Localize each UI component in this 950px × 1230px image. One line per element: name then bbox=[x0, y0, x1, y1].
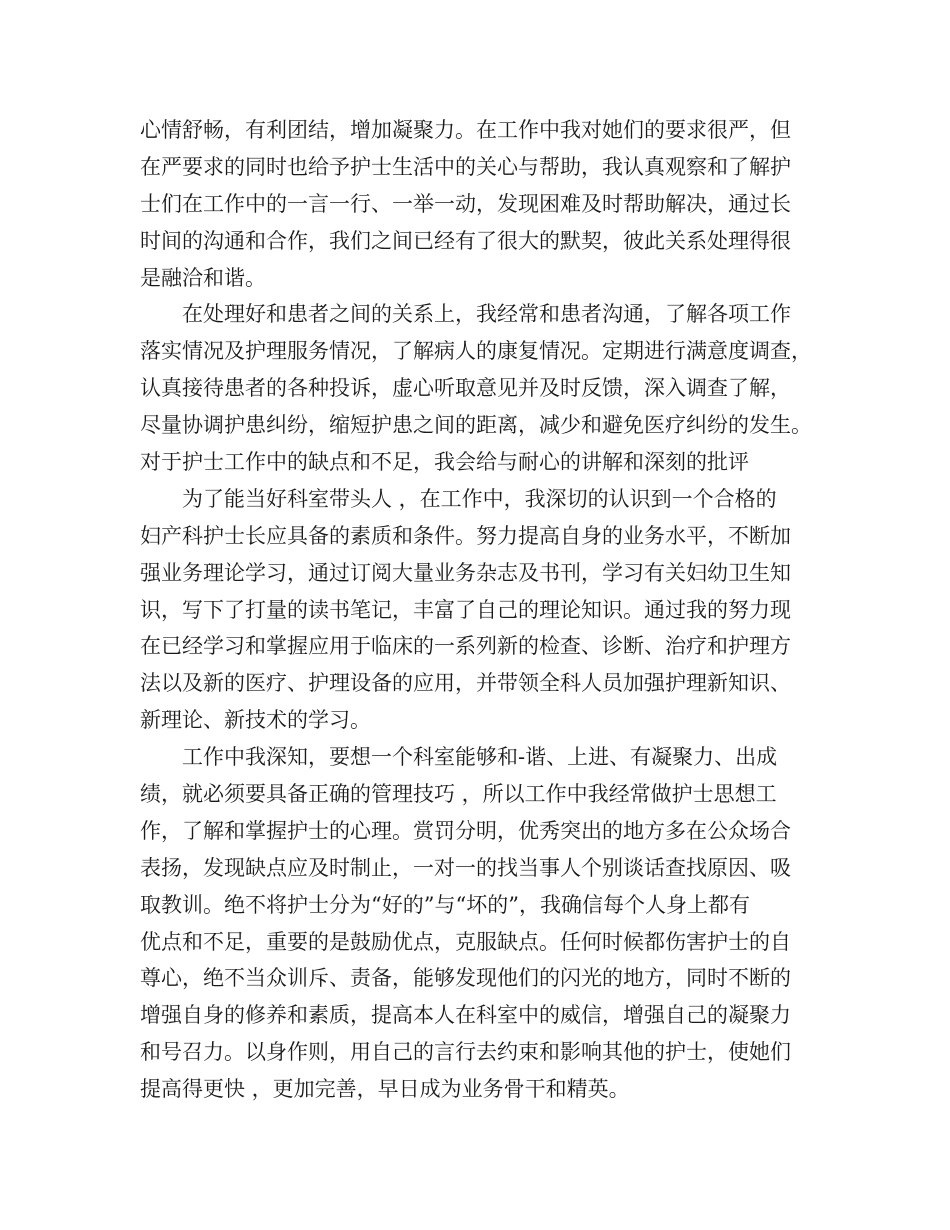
text-line: 在严要求的同时也给予护士生活中的关心与帮助，我认真观察和了解护 bbox=[140, 154, 791, 179]
text-line: 对于护士工作中的缺点和不足，我会给与耐心的讲解和深刻的批评 bbox=[140, 450, 749, 475]
text-line: 法以及新的医疗、护理设备的应用，并带领全科人员加强护理新知识、 bbox=[140, 671, 791, 696]
text-line: 和号召力。以身作则，用自己的言行去约束和影响其他的护士，使她们 bbox=[140, 1040, 791, 1065]
text-line: 尽量协调护患纠纷，缩短护患之间的距离，减少和避免医疗纠纷的发生。 bbox=[140, 413, 812, 438]
paragraph-start: 工作中我深知，要想一个科室能够和-谐、上进、有凝聚力、出成 bbox=[140, 745, 778, 770]
text-line: 优点和不足，重要的是鼓励优点，克服缺点。任何时候都伤害护士的自 bbox=[140, 929, 791, 954]
body-text bbox=[140, 112, 840, 1108]
text-line: 绩，就必须要具备正确的管理技巧 ，所以工作中我经常做护士思想工 bbox=[140, 782, 777, 807]
text-line: 时间的沟通和合作，我们之间已经有了很大的默契，彼此关系处理得很 bbox=[140, 228, 791, 253]
text-line: 作，了解和掌握护士的心理。赏罚分明，优秀突出的地方多在公众场合 bbox=[140, 818, 791, 843]
text-line: 认真接待患者的各种投诉，虚心听取意见并及时反馈，深入调查了解， bbox=[140, 376, 791, 401]
text-line: 妇产科护士长应具备的素质和条件。努力提高自身的业务水平，不断加 bbox=[140, 523, 791, 548]
text-line: 强业务理论学习，通过订阅大量业务杂志及书刊，学习有关妇幼卫生知 bbox=[140, 560, 791, 585]
text-line: 提高得更快 ，更加完善，早日成为业务骨干和精英。 bbox=[140, 1077, 630, 1102]
text-line: 是融洽和谐。 bbox=[140, 265, 266, 290]
text-line: 心情舒畅，有利团结，增加凝聚力。在工作中我对她们的要求很严，但 bbox=[140, 118, 791, 142]
text-line: 落实情况及护理服务情况，了解病人的康复情况。定期进行满意度调查， bbox=[140, 339, 812, 364]
paragraph-start: 在处理好和患者之间的关系上，我经常和患者沟通，了解各项工作 bbox=[140, 302, 791, 327]
paragraph-start: 为了能当好科室带头人 ，在工作中，我深切的认识到一个合格的 bbox=[140, 486, 777, 511]
text-line: 增强自身的修养和素质，提高本人在科室中的威信，增强自己的凝聚力 bbox=[140, 1003, 791, 1028]
text-line: 士们在工作中的一言一行、一举一动，发现困难及时帮助解决，通过长 bbox=[140, 191, 791, 216]
text-line: 新理论、新技术的学习。 bbox=[140, 708, 371, 733]
text-line: 识，写下了打量的读书笔记，丰富了自己的理论知识。通过我的努力现 bbox=[140, 597, 791, 622]
text-line: 在已经学习和掌握应用于临床的一系列新的检查、诊断、治疗和护理方 bbox=[140, 634, 791, 659]
text-line: 表扬，发现缺点应及时制止，一对一的找当事人个别谈话查找原因、吸 bbox=[140, 855, 791, 880]
text-line: 尊心，绝不当众训斥、责备，能够发现他们的闪光的地方，同时不断的 bbox=[140, 966, 791, 991]
text-line: 取教训。绝不将护士分为“好的”与“坏的”，我确信每个人身上都有 bbox=[140, 892, 750, 917]
